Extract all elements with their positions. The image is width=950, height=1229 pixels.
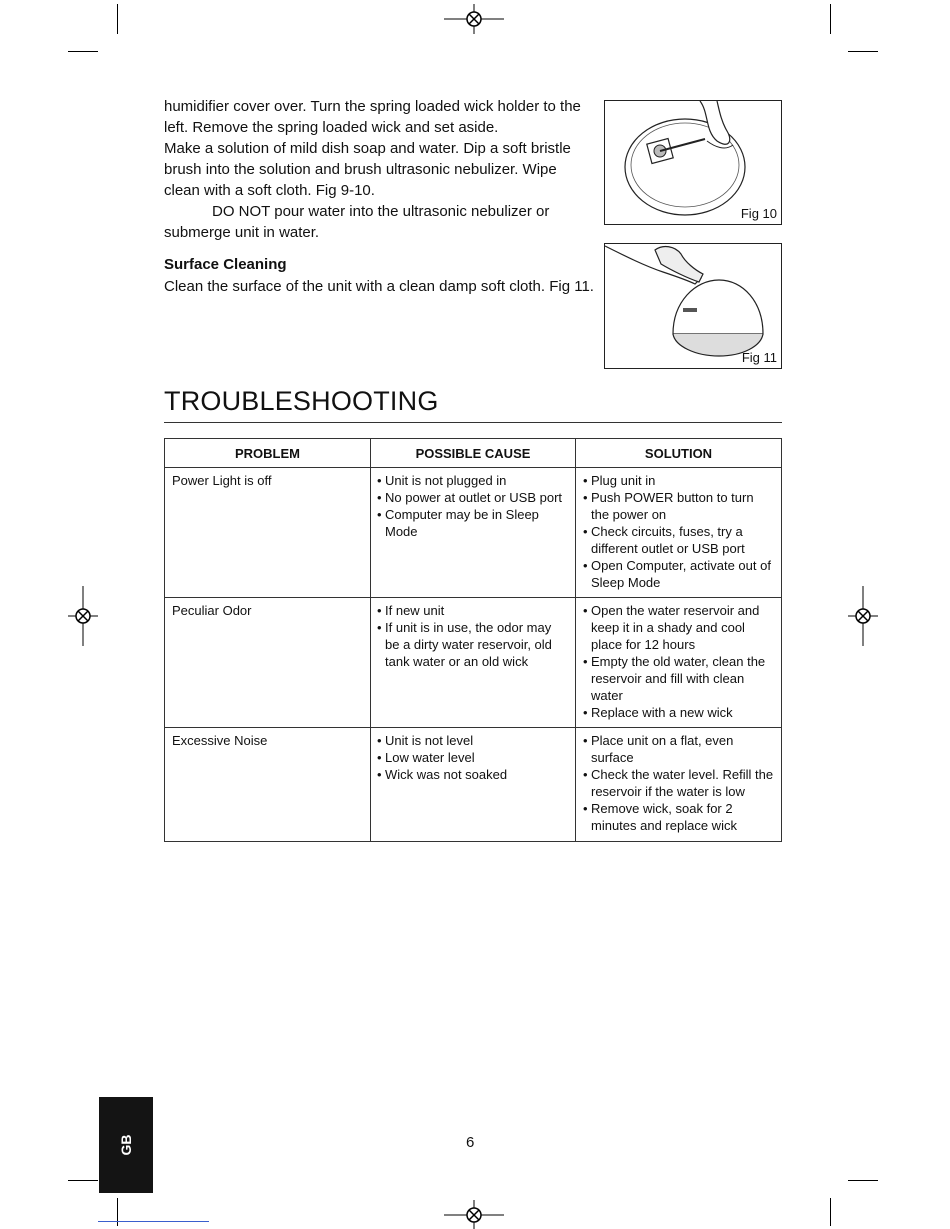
section-title: TROUBLESHOOTING <box>164 386 439 416</box>
crop-mark <box>848 1180 878 1181</box>
list-item: • Remove wick, soak for 2 minutes and replace wick <box>583 800 775 834</box>
list-item: • Low water level <box>377 749 569 766</box>
figure-11 <box>604 243 782 369</box>
warning-text: DO NOT pour water into the ultrasonic nebulizer or submerge unit in water. <box>164 203 550 241</box>
cause-cell <box>371 598 576 728</box>
problem-cell: Power Light is off <box>165 468 371 598</box>
solution-cell <box>576 598 782 728</box>
crop-mark <box>68 1180 98 1181</box>
table-header-row <box>165 439 782 468</box>
list-item: • Replace with a new wick <box>583 704 775 721</box>
list-item: • Push POWER button to turn the power on <box>583 489 775 523</box>
list-item: • Unit is not level <box>377 732 569 749</box>
list-item: • Wick was not soaked <box>377 766 569 783</box>
instruction-text: Make a solution of mild dish soap and water. Dip a soft bristle brush into the solution and brush ultrasonic nebulizer. Wipe clean with a soft cloth. Fig 9-10. <box>164 140 571 199</box>
page-number: 6 <box>466 1134 475 1151</box>
column-header-solution: SOLUTION <box>576 439 782 468</box>
figure-caption: Fig 10 <box>740 206 777 221</box>
table-row <box>165 728 782 842</box>
list-item: • No power at outlet or USB port <box>377 489 569 506</box>
troubleshooting-table <box>164 438 782 842</box>
solution-cell <box>576 728 782 842</box>
list-item: • If new unit <box>377 602 569 619</box>
column-header-problem: PROBLEM <box>165 439 371 468</box>
list-item: • Check the water level. Refill the reservoir if the water is low <box>583 766 775 800</box>
list-item: • Empty the old water, clean the reservoir and fill with clean water <box>583 653 775 704</box>
crop-mark <box>830 1198 831 1226</box>
language-code: GB <box>118 1134 134 1156</box>
margin-line <box>98 1221 209 1222</box>
list-item: • Open Computer, activate out of Sleep Mode <box>583 557 775 591</box>
table-row <box>165 468 782 598</box>
column-header-cause: POSSIBLE CAUSE <box>371 439 576 468</box>
list-item: • Plug unit in <box>583 472 775 489</box>
registration-mark-icon <box>848 586 878 646</box>
registration-mark-icon <box>68 586 98 646</box>
list-item: • If unit is in use, the odor may be a dirty water reservoir, old tank water or an old wick <box>377 619 569 670</box>
title-divider <box>164 422 782 423</box>
list-item: • Place unit on a flat, even surface <box>583 732 775 766</box>
instruction-paragraph <box>164 96 594 243</box>
solution-cell <box>576 468 782 598</box>
crop-mark <box>830 4 831 34</box>
list-item: • Computer may be in Sleep Mode <box>377 506 569 540</box>
surface-cleaning-text: Clean the surface of the unit with a clean damp soft cloth. Fig 11. <box>164 278 594 295</box>
cause-cell <box>371 468 576 598</box>
problem-cell: Excessive Noise <box>165 728 371 842</box>
registration-mark-icon <box>444 4 504 34</box>
list-item: • Unit is not plugged in <box>377 472 569 489</box>
figure-caption: Fig 11 <box>741 350 777 365</box>
crop-mark <box>68 51 98 52</box>
problem-cell: Peculiar Odor <box>165 598 371 728</box>
registration-mark-icon <box>444 1200 504 1229</box>
list-item: • Check circuits, fuses, try a different outlet or USB port <box>583 523 775 557</box>
surface-cleaning-heading: Surface Cleaning <box>164 256 287 273</box>
language-tab <box>99 1097 153 1193</box>
crop-mark <box>117 4 118 34</box>
crop-mark <box>848 51 878 52</box>
cause-cell <box>371 728 576 842</box>
figure-10 <box>604 100 782 225</box>
instruction-text: humidifier cover over. Turn the spring loaded wick holder to the left. Remove the spring loaded wick and set aside. <box>164 98 581 136</box>
table-row <box>165 598 782 728</box>
list-item: • Open the water reservoir and keep it in a shady and cool place for 12 hours <box>583 602 775 653</box>
